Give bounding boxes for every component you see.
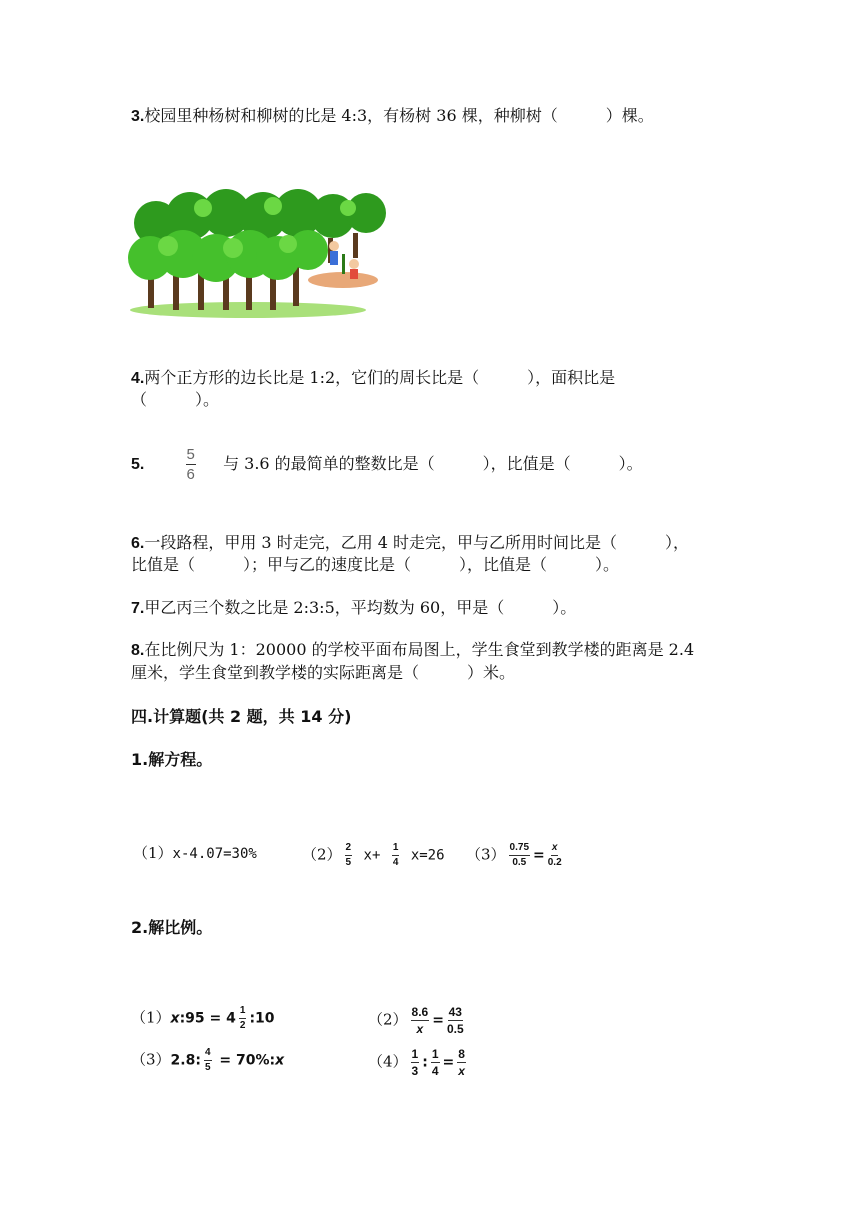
question-text: 厘米，学生食堂到教学楼的实际距离是（ ）米。 [131, 663, 516, 682]
question-number: 8. [131, 642, 145, 659]
equation-2: （2） $\frac{2}{5}$ x+ $\frac{1}{4}$ x=26 [302, 842, 445, 868]
question-number: 3. [131, 108, 145, 125]
question-number: 5. [131, 456, 145, 473]
fraction-five-sixths: $\frac{5}{6}$ [186, 446, 195, 483]
section-heading: 四.计算题(共 2 题，共 14 分) [131, 707, 352, 726]
question-number: 7. [131, 600, 145, 617]
question-4-line-1 [131, 368, 615, 389]
fraction: $\frac{4}{5}$ [204, 1047, 211, 1073]
question-6-line-1 [131, 533, 689, 554]
question-8-line-1 [131, 640, 694, 661]
equation-1: （1）x-4.07=30% [133, 844, 257, 862]
fraction: $\frac{1}{2}$ [239, 1005, 246, 1031]
question-4-line-2 [131, 390, 219, 410]
question-text: 比值是（ ）；甲与乙的速度比是（ ），比值是（ ）。 [131, 555, 620, 574]
tree-grove-illustration [128, 188, 390, 320]
fraction: $\frac{x}{0.2}$ [547, 842, 562, 868]
question-text: 与 3.6 的最简单的整数比是（ ），比值是（ ）。 [223, 454, 643, 473]
question-text: 校园里种杨树和柳树的比是 4:3，有杨树 36 棵，种柳树（ ）棵。 [144, 106, 654, 125]
calc-1-title: 1.解方程。 [131, 750, 213, 769]
fraction: $\frac{8.6}{x}$ [411, 1005, 429, 1036]
proportion-3: （3）2.8: $\frac{4}{5}$ = 70%:x [131, 1047, 285, 1073]
fraction: $\frac{1}{3}$ [411, 1047, 419, 1078]
question-text: 在比例尺为 1：20000 的学校平面布局图上，学生食堂到教学楼的距离是 2.4 [144, 640, 695, 659]
question-number: 6. [131, 535, 145, 552]
question-8-line-2 [131, 663, 515, 683]
fraction: $\frac{1}{4}$ [392, 842, 399, 868]
equation-3: （3） $\frac{0.75}{0.5}$ = $\frac{x}{0.2}$ [466, 842, 562, 868]
fraction: $\frac{1}{4}$ [431, 1047, 439, 1078]
proportion-2: （2） $\frac{8.6}{x}$ = $\frac{43}{0.5}$ [368, 1005, 464, 1036]
question-5 [131, 447, 643, 482]
fraction: $\frac{2}{5}$ [345, 842, 352, 868]
fraction: $\frac{8}{x}$ [458, 1047, 465, 1078]
question-6-line-2 [131, 555, 619, 575]
fraction: $\frac{0.75}{0.5}$ [509, 842, 530, 868]
question-7 [131, 598, 576, 619]
proportion-4: （4） $\frac{1}{3}$ : $\frac{1}{4}$ = $\frac{8}{x}$ [368, 1047, 465, 1078]
question-3 [131, 106, 654, 127]
question-text: 甲乙丙三个数之比是 2:3:5，平均数为 60，甲是（ ）。 [144, 598, 577, 617]
fraction: $\frac{43}{0.5}$ [446, 1005, 464, 1036]
question-text: （ ）。 [131, 390, 220, 409]
calc-2-title: 2.解比例。 [131, 918, 213, 937]
question-text: 两个正方形的边长比是 1:2，它们的周长比是（ ），面积比是 [144, 368, 616, 387]
question-text: 一段路程，甲用 3 时走完，乙用 4 时走完，甲与乙所用时间比是（ ）， [144, 533, 690, 552]
proportion-1: （1）x:95 = 4 $\frac{1}{2}$ :10 [131, 1005, 275, 1031]
question-number: 4. [131, 370, 145, 387]
